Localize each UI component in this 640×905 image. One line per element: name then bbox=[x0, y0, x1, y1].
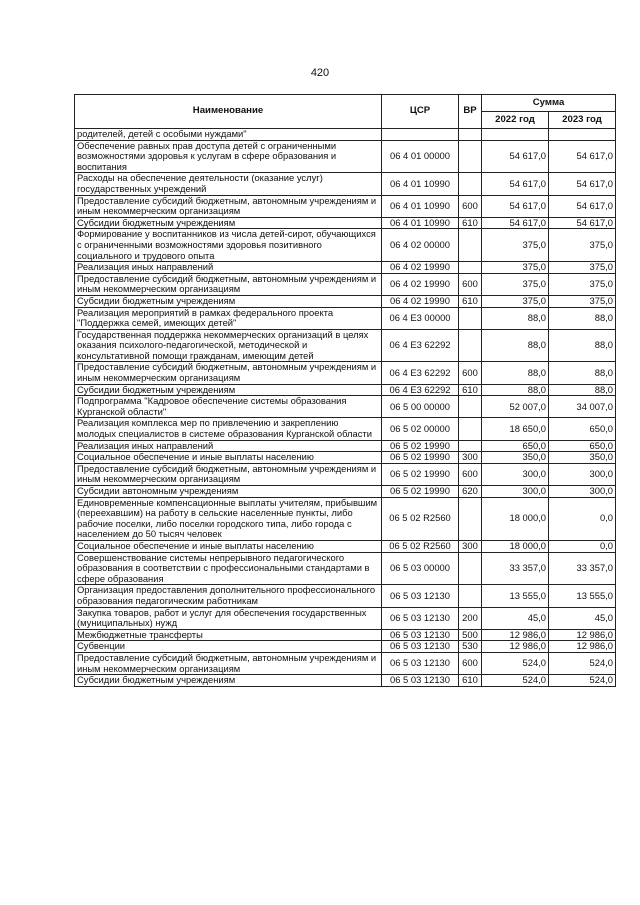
row-amount-2022: 300,0 bbox=[482, 463, 549, 485]
row-amount-2022: 375,0 bbox=[482, 262, 549, 274]
row-csr-code: 06 5 03 12130 bbox=[382, 675, 459, 687]
page-number: 420 bbox=[310, 67, 330, 79]
budget-table bbox=[74, 94, 616, 687]
row-amount-2023: 88,0 bbox=[549, 307, 616, 329]
row-amount-2022: 33 357,0 bbox=[482, 552, 549, 585]
row-name: Реализация комплекса мер по привлечению и закреплению молодых специалистов в системе образования Курганской области bbox=[75, 418, 382, 440]
row-name: Межбюджетные трансферты bbox=[75, 629, 382, 641]
row-amount-2023: 350,0 bbox=[549, 452, 616, 464]
row-vr-code: 600 bbox=[459, 463, 482, 485]
row-name: Расходы на обеспечение деятельности (оказание услуг) государственных учреждений bbox=[75, 173, 382, 195]
table-row bbox=[75, 140, 616, 173]
row-vr-code bbox=[459, 173, 482, 195]
row-amount-2023: 88,0 bbox=[549, 329, 616, 362]
row-csr-code: 06 5 02 R2560 bbox=[382, 540, 459, 552]
row-amount-2023: 88,0 bbox=[549, 384, 616, 396]
row-amount-2022: 375,0 bbox=[482, 295, 549, 307]
row-name: Субсидии автономным учреждениям bbox=[75, 486, 382, 498]
row-csr-code: 06 5 03 12130 bbox=[382, 641, 459, 653]
table-row bbox=[75, 652, 616, 674]
row-amount-2022: 375,0 bbox=[482, 273, 549, 295]
row-csr-code: 06 4 02 19990 bbox=[382, 295, 459, 307]
table-row bbox=[75, 540, 616, 552]
row-csr-code: 06 5 03 00000 bbox=[382, 552, 459, 585]
row-amount-2022: 650,0 bbox=[482, 440, 549, 452]
row-csr-code: 06 5 03 12130 bbox=[382, 585, 459, 607]
table-row bbox=[75, 486, 616, 498]
row-csr-code: 06 4 E3 62292 bbox=[382, 362, 459, 384]
row-name: Государственная поддержка некоммерческих организаций в целях оказания психолого-педагогической, методической и консультативной помощи гражданам, имеющим детей bbox=[75, 329, 382, 362]
row-amount-2023: 54 617,0 bbox=[549, 173, 616, 195]
row-amount-2023: 12 986,0 bbox=[549, 641, 616, 653]
row-amount-2023: 650,0 bbox=[549, 440, 616, 452]
row-csr-code: 06 5 03 12130 bbox=[382, 607, 459, 629]
row-name: Обеспечение равных прав доступа детей с ограниченными возможностями здоровья к услугам в сфере образования и воспитания bbox=[75, 140, 382, 173]
row-amount-2023: 524,0 bbox=[549, 675, 616, 687]
row-amount-2023: 34 007,0 bbox=[549, 396, 616, 418]
header-csr: ЦСР bbox=[382, 95, 459, 129]
row-amount-2022: 54 617,0 bbox=[482, 140, 549, 173]
table-row bbox=[75, 384, 616, 396]
table-row bbox=[75, 607, 616, 629]
row-amount-2022: 350,0 bbox=[482, 452, 549, 464]
row-csr-code: 06 4 E3 00000 bbox=[382, 307, 459, 329]
row-amount-2023: 375,0 bbox=[549, 262, 616, 274]
row-csr-code: 06 4 E3 62292 bbox=[382, 384, 459, 396]
row-amount-2023: 33 357,0 bbox=[549, 552, 616, 585]
row-amount-2022 bbox=[482, 129, 549, 141]
row-vr-code: 600 bbox=[459, 195, 482, 217]
row-amount-2023: 0,0 bbox=[549, 540, 616, 552]
row-amount-2023: 45,0 bbox=[549, 607, 616, 629]
row-csr-code: 06 4 02 19990 bbox=[382, 262, 459, 274]
table-row bbox=[75, 675, 616, 687]
row-vr-code bbox=[459, 440, 482, 452]
row-name: Субсидии бюджетным учреждениям bbox=[75, 217, 382, 229]
row-amount-2022: 524,0 bbox=[482, 675, 549, 687]
row-amount-2023: 375,0 bbox=[549, 273, 616, 295]
row-name: родителей, детей с особыми нуждами" bbox=[75, 129, 382, 141]
table-row bbox=[75, 396, 616, 418]
row-csr-code: 06 5 02 19990 bbox=[382, 463, 459, 485]
row-vr-code: 610 bbox=[459, 295, 482, 307]
row-name: Социальное обеспечение и иные выплаты населению bbox=[75, 540, 382, 552]
table-row bbox=[75, 362, 616, 384]
row-vr-code: 530 bbox=[459, 641, 482, 653]
table-row bbox=[75, 452, 616, 464]
row-name: Социальное обеспечение и иные выплаты населению bbox=[75, 452, 382, 464]
row-name: Предоставление субсидий бюджетным, автономным учреждениям и иным некоммерческим организациям bbox=[75, 463, 382, 485]
row-name: Закупка товаров, работ и услуг для обеспечения государственных (муниципальных) нужд bbox=[75, 607, 382, 629]
row-csr-code: 06 5 00 00000 bbox=[382, 396, 459, 418]
row-csr-code: 06 5 03 12130 bbox=[382, 629, 459, 641]
row-vr-code bbox=[459, 497, 482, 540]
row-amount-2023: 300,0 bbox=[549, 463, 616, 485]
row-vr-code: 600 bbox=[459, 362, 482, 384]
row-amount-2022: 54 617,0 bbox=[482, 173, 549, 195]
row-vr-code bbox=[459, 229, 482, 262]
row-csr-code: 06 4 01 10990 bbox=[382, 217, 459, 229]
row-name: Предоставление субсидий бюджетным, автономным учреждениям и иным некоммерческим организациям bbox=[75, 652, 382, 674]
row-amount-2023 bbox=[549, 129, 616, 141]
table-row bbox=[75, 273, 616, 295]
row-vr-code bbox=[459, 262, 482, 274]
row-amount-2023: 13 555,0 bbox=[549, 585, 616, 607]
row-amount-2022: 18 000,0 bbox=[482, 540, 549, 552]
row-name: Реализация иных направлений bbox=[75, 440, 382, 452]
row-amount-2022: 88,0 bbox=[482, 307, 549, 329]
row-vr-code: 610 bbox=[459, 217, 482, 229]
row-csr-code: 06 5 02 19990 bbox=[382, 486, 459, 498]
row-csr-code: 06 4 01 10990 bbox=[382, 195, 459, 217]
row-name: Организация предоставления дополнительного профессионального образования педагогическим работникам bbox=[75, 585, 382, 607]
table-row bbox=[75, 418, 616, 440]
row-amount-2022: 88,0 bbox=[482, 384, 549, 396]
row-amount-2023: 12 986,0 bbox=[549, 629, 616, 641]
table-row bbox=[75, 129, 616, 141]
table-row bbox=[75, 307, 616, 329]
table-row bbox=[75, 262, 616, 274]
row-name: Субсидии бюджетным учреждениям bbox=[75, 295, 382, 307]
table-row bbox=[75, 295, 616, 307]
header-name: Наименование bbox=[75, 95, 382, 129]
table-row bbox=[75, 440, 616, 452]
row-name: Подпрограмма "Кадровое обеспечение системы образования Курганской области" bbox=[75, 396, 382, 418]
row-vr-code bbox=[459, 585, 482, 607]
table-row bbox=[75, 173, 616, 195]
row-amount-2022: 52 007,0 bbox=[482, 396, 549, 418]
row-vr-code bbox=[459, 418, 482, 440]
row-vr-code bbox=[459, 307, 482, 329]
row-amount-2022: 18 000,0 bbox=[482, 497, 549, 540]
row-amount-2023: 88,0 bbox=[549, 362, 616, 384]
row-amount-2022: 88,0 bbox=[482, 362, 549, 384]
row-csr-code: 06 5 02 R2560 bbox=[382, 497, 459, 540]
row-vr-code: 300 bbox=[459, 540, 482, 552]
row-csr-code: 06 5 02 19990 bbox=[382, 440, 459, 452]
table-row bbox=[75, 497, 616, 540]
row-vr-code bbox=[459, 329, 482, 362]
row-amount-2023: 650,0 bbox=[549, 418, 616, 440]
row-csr-code: 06 5 02 19990 bbox=[382, 452, 459, 464]
row-amount-2023: 54 617,0 bbox=[549, 140, 616, 173]
table-row bbox=[75, 217, 616, 229]
row-vr-code: 300 bbox=[459, 452, 482, 464]
table-body bbox=[75, 129, 616, 687]
row-csr-code: 06 4 02 00000 bbox=[382, 229, 459, 262]
row-name: Субсидии бюджетным учреждениям bbox=[75, 384, 382, 396]
row-csr-code: 06 4 02 19990 bbox=[382, 273, 459, 295]
row-vr-code: 200 bbox=[459, 607, 482, 629]
row-amount-2023: 300,0 bbox=[549, 486, 616, 498]
header-vr: ВР bbox=[459, 95, 482, 129]
row-vr-code: 620 bbox=[459, 486, 482, 498]
row-amount-2023: 375,0 bbox=[549, 229, 616, 262]
row-amount-2023: 375,0 bbox=[549, 295, 616, 307]
table-row bbox=[75, 329, 616, 362]
row-csr-code: 06 4 01 10990 bbox=[382, 173, 459, 195]
row-vr-code: 500 bbox=[459, 629, 482, 641]
row-amount-2022: 300,0 bbox=[482, 486, 549, 498]
row-vr-code: 610 bbox=[459, 384, 482, 396]
row-amount-2023: 54 617,0 bbox=[549, 217, 616, 229]
table-row bbox=[75, 585, 616, 607]
row-name: Единовременные компенсационные выплаты учителям, прибывшим (переехавшим) на работу в сельские населенные пункты, либо рабочие поселки, либо поселки городского типа, либо города с населением до 50 тысяч человек bbox=[75, 497, 382, 540]
row-amount-2022: 524,0 bbox=[482, 652, 549, 674]
row-amount-2022: 12 986,0 bbox=[482, 641, 549, 653]
table-row bbox=[75, 629, 616, 641]
row-vr-code bbox=[459, 396, 482, 418]
row-csr-code: 06 4 E3 62292 bbox=[382, 329, 459, 362]
row-amount-2023: 524,0 bbox=[549, 652, 616, 674]
row-amount-2022: 54 617,0 bbox=[482, 195, 549, 217]
row-name: Субсидии бюджетным учреждениям bbox=[75, 675, 382, 687]
row-vr-code: 610 bbox=[459, 675, 482, 687]
row-amount-2023: 0,0 bbox=[549, 497, 616, 540]
row-vr-code: 600 bbox=[459, 652, 482, 674]
row-amount-2022: 88,0 bbox=[482, 329, 549, 362]
table-row bbox=[75, 229, 616, 262]
row-amount-2022: 18 650,0 bbox=[482, 418, 549, 440]
row-amount-2022: 13 555,0 bbox=[482, 585, 549, 607]
row-vr-code bbox=[459, 129, 482, 141]
header-year-2023: 2023 год bbox=[549, 112, 616, 129]
row-name: Предоставление субсидий бюджетным, автономным учреждениям и иным некоммерческим организациям bbox=[75, 195, 382, 217]
row-name: Реализация мероприятий в рамках федерального проекта "Поддержка семей, имеющих детей" bbox=[75, 307, 382, 329]
row-vr-code: 600 bbox=[459, 273, 482, 295]
table-row bbox=[75, 641, 616, 653]
row-csr-code: 06 5 03 12130 bbox=[382, 652, 459, 674]
row-name: Предоставление субсидий бюджетным, автономным учреждениям и иным некоммерческим организациям bbox=[75, 273, 382, 295]
row-csr-code bbox=[382, 129, 459, 141]
row-vr-code bbox=[459, 552, 482, 585]
row-amount-2022: 45,0 bbox=[482, 607, 549, 629]
table-row bbox=[75, 195, 616, 217]
row-name: Формирование у воспитанников из числа детей-сирот, обучающихся с ограниченными возможностями здоровья позитивного социального и трудового опыта bbox=[75, 229, 382, 262]
row-amount-2022: 54 617,0 bbox=[482, 217, 549, 229]
row-name: Субвенции bbox=[75, 641, 382, 653]
header-sum: Сумма bbox=[482, 95, 616, 112]
row-amount-2023: 54 617,0 bbox=[549, 195, 616, 217]
row-name: Совершенствование системы непрерывного педагогического образования в соответствии с профессиональными стандартами в сфере образования bbox=[75, 552, 382, 585]
row-amount-2022: 12 986,0 bbox=[482, 629, 549, 641]
header-year-2022: 2022 год bbox=[482, 112, 549, 129]
table-row bbox=[75, 552, 616, 585]
row-amount-2022: 375,0 bbox=[482, 229, 549, 262]
row-csr-code: 06 5 02 00000 bbox=[382, 418, 459, 440]
row-name: Реализация иных направлений bbox=[75, 262, 382, 274]
row-name: Предоставление субсидий бюджетным, автономным учреждениям и иным некоммерческим организациям bbox=[75, 362, 382, 384]
table-row bbox=[75, 463, 616, 485]
row-csr-code: 06 4 01 00000 bbox=[382, 140, 459, 173]
row-vr-code bbox=[459, 140, 482, 173]
